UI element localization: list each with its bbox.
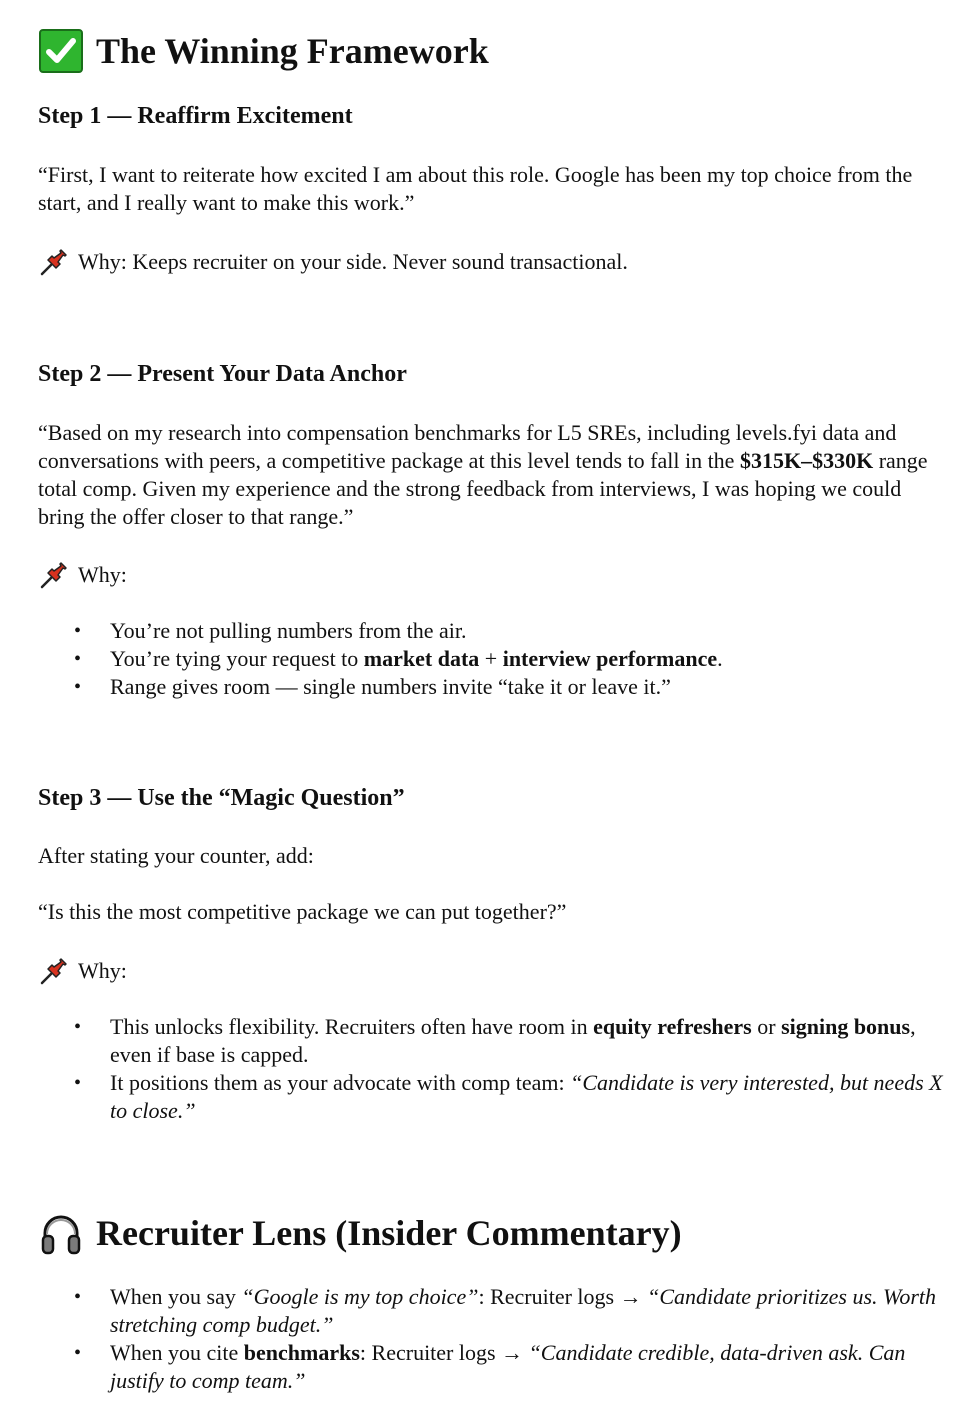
step3-quote: “Is this the most competitive package we can put together?”: [38, 899, 567, 924]
lens-title: Recruiter Lens (Insider Commentary): [96, 1213, 682, 1253]
step2-quote: “Based on my research into compensation benchmarks for L5 SREs, including levels.fyi data and conversations with peers, a competitive package at this level tends to fall in the $315K–$330K range total comp. Given my experience and the strong feedback from interviews, I was hoping we could bring the offer closer to that range.”: [38, 420, 928, 529]
list-item: • When you say “Google is my top choice”: Recruiter logs → “Candidate prioritizes us. Worth stretching comp budget.”: [38, 1283, 943, 1339]
step1-heading: Step 1 — Reaffirm Excitement: [38, 103, 353, 129]
step1-why: [38, 246, 628, 278]
step3-bullet-list: [38, 1013, 943, 1125]
step3-why-text: Why:: [78, 958, 127, 983]
pushpin-icon: [38, 559, 70, 591]
pushpin-icon: [38, 955, 70, 987]
step2-heading: Step 2 — Present Your Data Anchor: [38, 361, 407, 387]
headphones-icon: [38, 1210, 84, 1256]
lens-bullet-list: [38, 1283, 943, 1395]
framework-title: The Winning Framework: [96, 31, 489, 71]
framework-heading: [38, 28, 489, 74]
step1-quote: “First, I want to reiterate how excited I am about this role. Google has been my top choice from the start, and I really want to make this work.”: [38, 162, 913, 215]
list-item: • Range gives room — single numbers invite “take it or leave it.”: [38, 673, 943, 701]
step3-why: [38, 955, 127, 987]
check-mark-icon: [38, 28, 84, 74]
step1-why-text: Why: Keeps recruiter on your side. Never sound transactional.: [78, 249, 628, 274]
list-item: • It positions them as your advocate with comp team: “Candidate is very interested, but needs X to close.”: [38, 1069, 943, 1125]
step2-why-text: Why:: [78, 562, 127, 587]
step2-bullet-list: [38, 617, 943, 701]
step2-quote-range: $315K–$330K: [739, 448, 874, 473]
list-item: • This unlocks flexibility. Recruiters often have room in equity refreshers or signing bonus, even if base is capped.: [38, 1013, 943, 1069]
list-item: • When you cite benchmarks: Recruiter logs → “Candidate credible, data-driven ask. Can justify to comp team.”: [38, 1339, 943, 1395]
step3-intro: After stating your counter, add:: [38, 843, 314, 868]
step2-why: [38, 559, 127, 591]
pushpin-icon: [38, 246, 70, 278]
step3-heading: Step 3 — Use the “Magic Question”: [38, 785, 405, 811]
lens-heading: [38, 1210, 682, 1256]
list-item: • You’re not pulling numbers from the air.: [38, 617, 943, 645]
list-item: • You’re tying your request to market data + interview performance.: [38, 645, 943, 673]
